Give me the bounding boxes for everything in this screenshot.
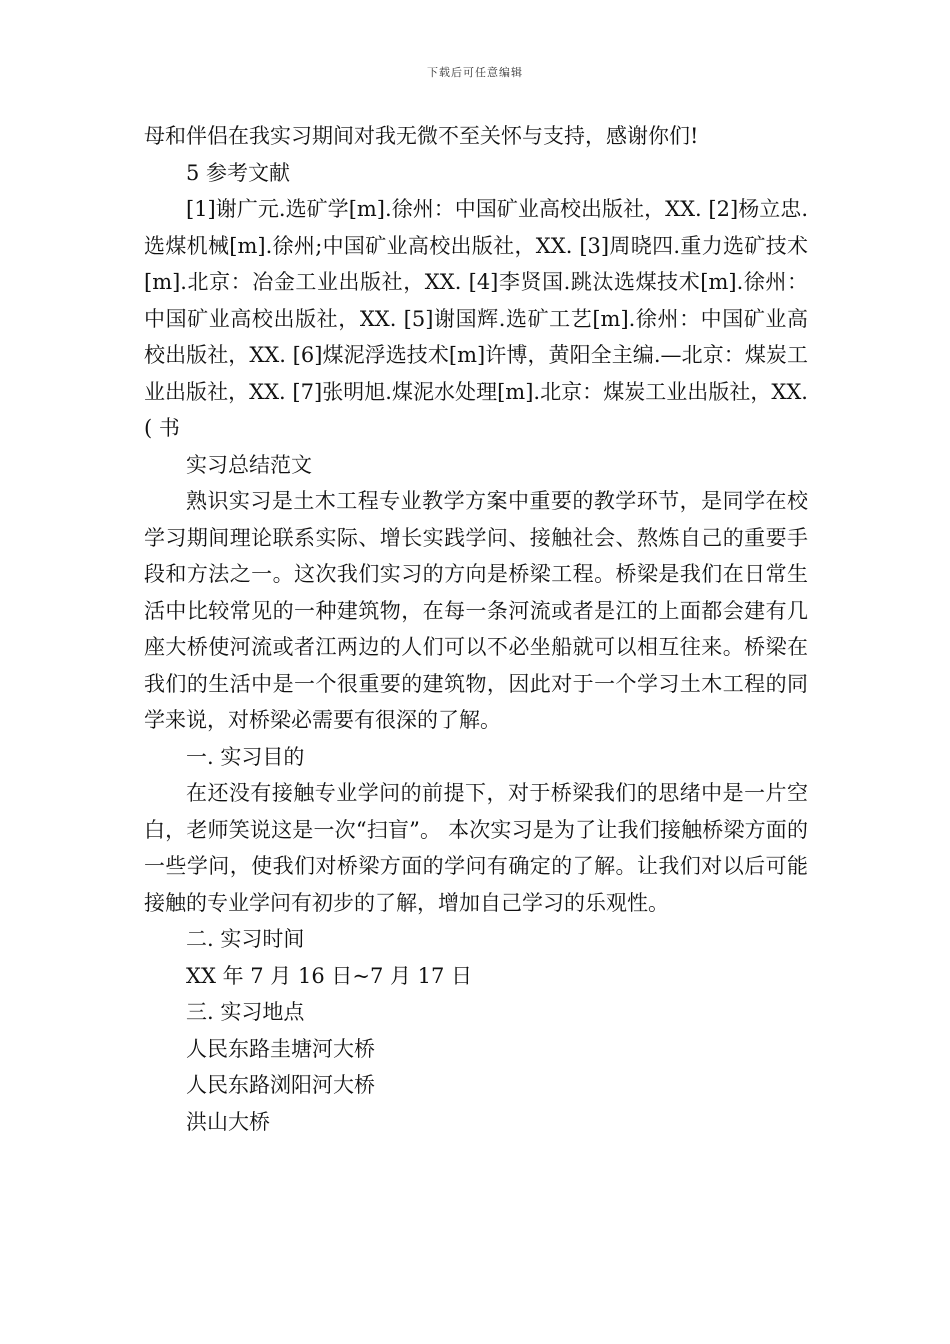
section-heading-time: 二. 实习时间 — [186, 927, 305, 951]
location-item: 人民东路圭塘河大桥 — [186, 1036, 375, 1061]
paragraph-intro: 熟识实习是土木工程专业教学方案中重要的教学环节，是同学在校学习期间理论联系实际、增长实践学问、接触社会、熬炼自己的重要手段和方法之一。这次我们实习的方向是桥梁工程。桥梁是我们在日常生活中比较常见的一种建筑物，在每一条河流或者是江的上面都会建有几座大桥使河流或者江两边的人们可以不必坐船就可以相互往来。桥梁在我们的生活中是一个很重要的建筑物，因此对于一个学习土木工程的同学来说，对桥梁必需要有很深的了解。 — [144, 489, 808, 732]
references-list: [1]谢广元.选矿学[m].徐州：中国矿业高校出版社，XX. [2]杨立忠.选煤机械[m].徐州;中国矿业高校出版社，XX. [3]周晓四.重力选矿技术[m].北京：冶金工业出版社，XX. [4]李贤国.跳汰选煤技术[m].徐州：中国矿业高校出版社，XX. [5]谢国辉.选矿工艺[m].徐州：中国矿业高校出版社，XX. [6]煤泥浮选技术[m]许博，黄阳全主编.—北京：煤炭工业出版社，XX. [7]张明旭.煤泥水处理[m].北京：煤炭工业出版社，XX.( 书 — [144, 197, 808, 440]
document-title: 实习总结范文 — [186, 452, 312, 477]
location-item: 人民东路浏阳河大桥 — [186, 1073, 375, 1097]
location-item: 洪山大桥 — [186, 1109, 270, 1134]
page-header: 下载后可任意编辑 — [427, 66, 523, 79]
section-heading-location: 三. 实习地点 — [186, 1000, 305, 1024]
paragraph-acknowledgement-end: 母和伴侣在我实习期间对我无微不至关怀与支持，感谢你们! — [144, 124, 699, 148]
paragraph-purpose: 在还没有接触专业学问的前提下，对于桥梁我们的思绪中是一片空白，老师笑说这是一次“扫盲”。 本次实习是为了让我们接触桥梁方面的一些学问，使我们对桥梁方面的学问有确定的了解。让我们对以后可能接触的专业学问有初步的了解，增加自己学习的乐观性。 — [144, 781, 808, 915]
paragraph-time: XX 年 7 月 16 日~7 月 17 日 — [186, 963, 473, 988]
section-heading-references: 5 参考文献 — [186, 160, 291, 185]
document-body — [144, 118, 808, 1140]
section-heading-purpose: 一. 实习目的 — [186, 744, 305, 769]
